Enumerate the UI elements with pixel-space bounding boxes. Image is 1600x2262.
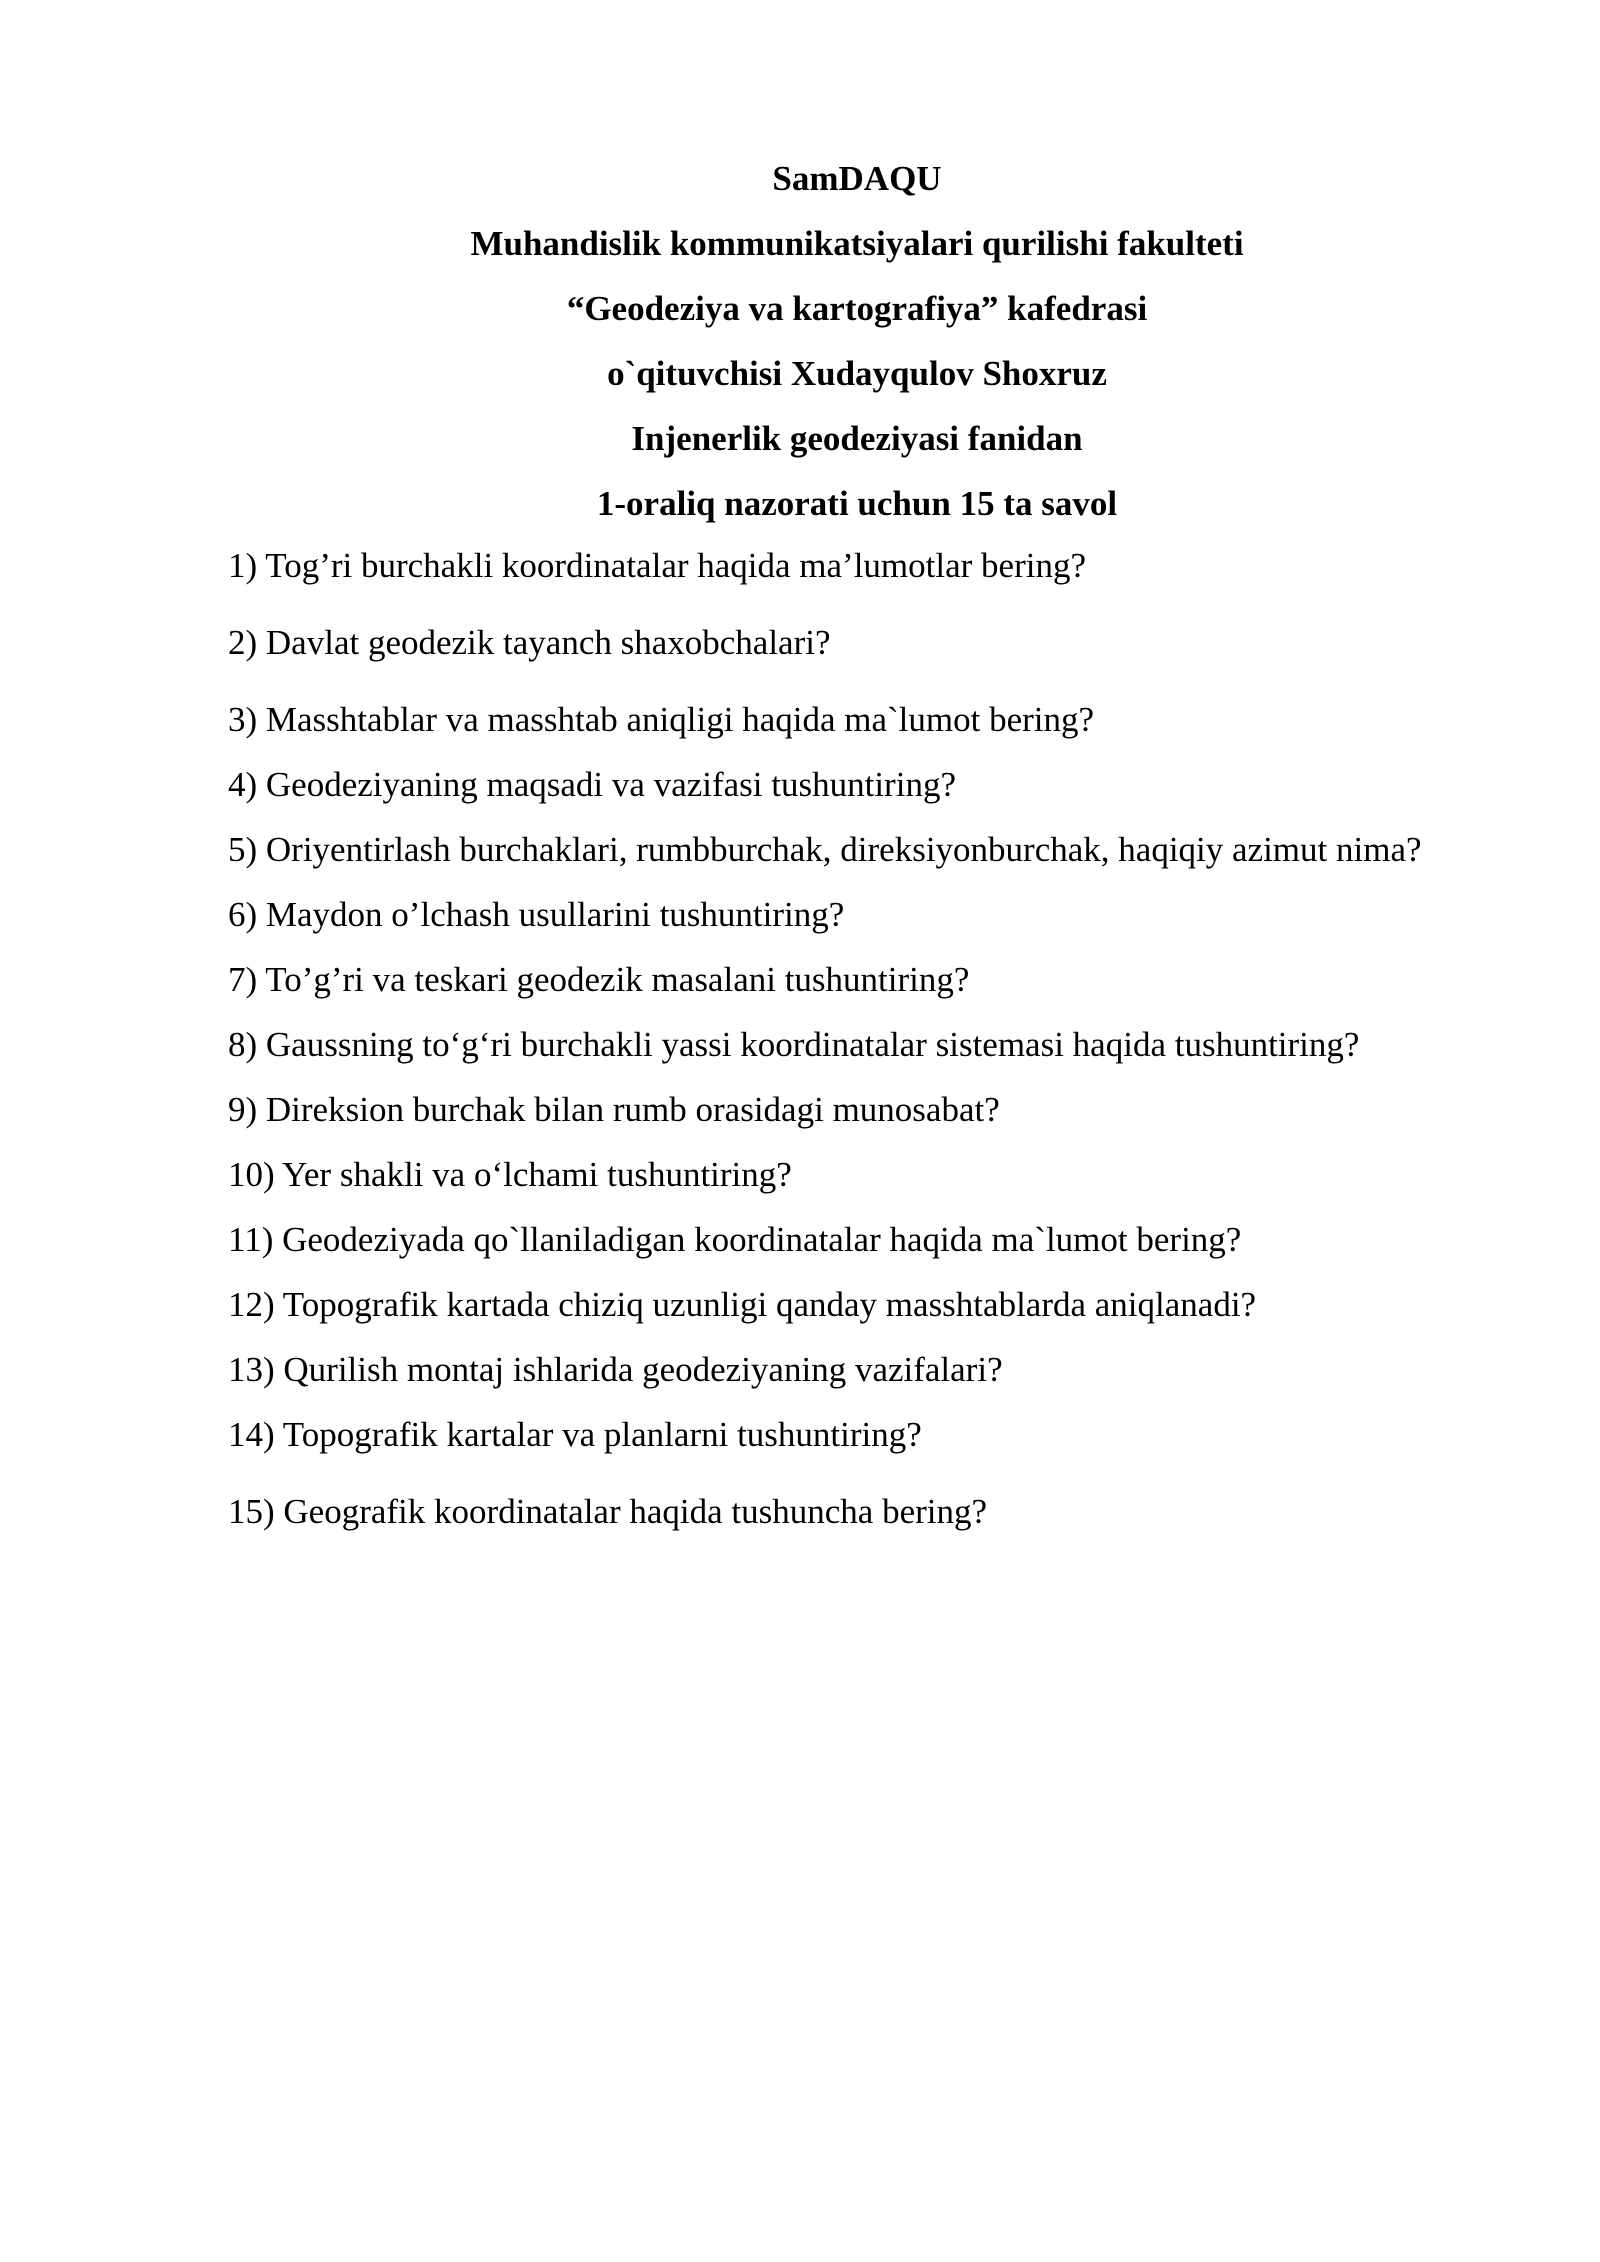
faculty-name: Muhandislik kommunikatsiyalari qurilishi fakulteti xyxy=(470,224,1244,263)
teacher-name: o`qituvchisi Xudayqulov Shoxruz xyxy=(607,354,1107,393)
question-item: 6) Maydon o’lchash usullarini tushuntiring? xyxy=(228,895,845,934)
exam-title: 1-oraliq nazorati uchun 15 ta savol xyxy=(596,484,1118,523)
subject-name: Injenerlik geodeziyasi fanidan xyxy=(631,419,1083,458)
question-item: 3) Masshtablar va masshtab aniqligi haqida ma`lumot bering? xyxy=(228,700,1095,739)
university-name: SamDAQU xyxy=(772,159,942,198)
question-item: 5) Oriyentirlash burchaklari, rumbburchak, direksiyonburchak, haqiqiy azimut nima? xyxy=(228,830,1422,869)
question-item: 12) Topografik kartada chiziq uzunligi qanday masshtablarda aniqlanadi? xyxy=(228,1285,1257,1324)
question-item: 15) Geografik koordinatalar haqida tushuncha bering? xyxy=(228,1492,988,1531)
question-item: 9) Direksion burchak bilan rumb orasidagi munosabat? xyxy=(228,1090,1000,1129)
question-item: 1) Tog’ri burchakli koordinatalar haqida ma’lumotlar bering? xyxy=(228,546,1086,585)
question-list xyxy=(228,533,1468,1544)
question-item: 4) Geodeziyaning maqsadi va vazifasi tushuntiring? xyxy=(228,765,956,804)
department-name: “Geodeziya va kartografiya” kafedrasi xyxy=(566,289,1148,328)
question-item: 7) To’g’ri va teskari geodezik masalani tushuntiring? xyxy=(228,960,970,999)
question-item: 10) Yer shakli va o‘lchami tushuntiring? xyxy=(228,1155,792,1194)
document-header xyxy=(0,146,1600,536)
question-item: 13) Qurilish montaj ishlarida geodeziyaning vazifalari? xyxy=(228,1350,1003,1389)
question-item: 14) Topografik kartalar va planlarni tushuntiring? xyxy=(228,1415,922,1454)
question-item: 2) Davlat geodezik tayanch shaxobchalari? xyxy=(228,623,831,662)
question-item: 8) Gaussning to‘g‘ri burchakli yassi koordinatalar sistemasi haqida tushuntiring? xyxy=(228,1025,1360,1064)
question-item: 11) Geodeziyada qo`llaniladigan koordinatalar haqida ma`lumot bering? xyxy=(228,1220,1242,1259)
